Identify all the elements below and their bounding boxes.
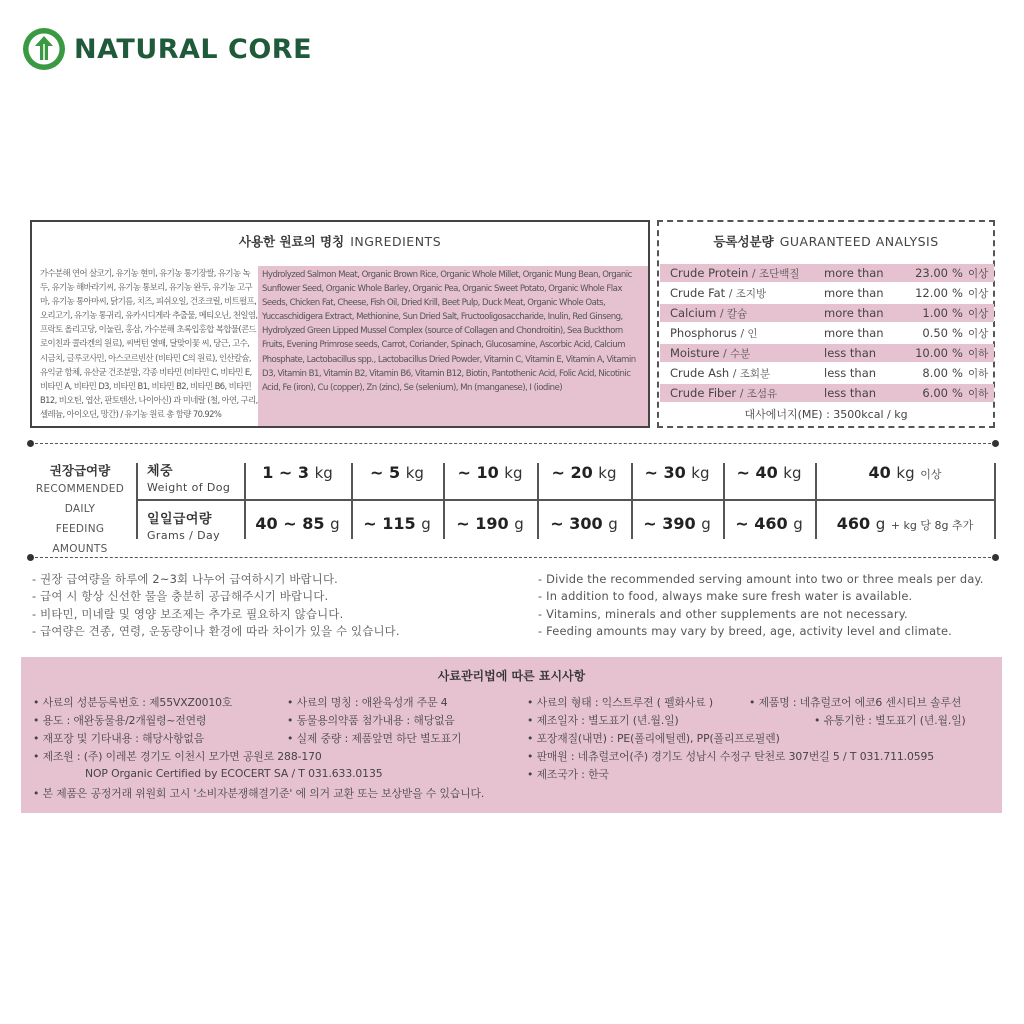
percent-sign: %	[952, 306, 963, 320]
expiration-date: • 유통기한 : 별도표기 (년.월.일)	[814, 714, 966, 727]
note-kr: - 비타민, 미네랄 및 영양 보조제는 추가로 필요하지 않습니다.	[32, 606, 344, 621]
ingredients-english-text: Hydrolyzed Salmon Meat, Organic Brown Rice, Organic Whole Millet, Organic Mung Bean, Organic Sunflower Seed, Organic Whole Barley, Organic Pea, Organic Sweet Potato, Organic Whole Flax Seeds, Chicken Fat, Cheese, Fish Oil, Dried Krill, Beet Pulp, Duck Meat, Organic Whole Oats, Yuccaschidigera Extract, Methionine, Sun Dried Salt, Fructooligosaccharide, Inulin, Red Ginseng, Hydrolyzed Green Lipped Mussel Complex (source of Collagen and Chondroitin), Sea Buckthorn Fruits, Evening Primrose seeds, Carrot, Coriander, Spinach, Glucosamine, Ascorbic Acid, Calcium Phosphate, Lactobacillus spp., Lactobacillus Dried Powder, Vitamin C, Vitamin E, Vitamin A, Vitamin D3, Vitamin B1, Vitamin B2, Vitamin B6, Vitamin B12, Biotin, Pantothenic Acid, Folic Acid, Nicotinic Acid, Fe (iron), Cu (copper), Zn (zinc), Se (selenium), Mn (manganese), I (iodine)	[258, 266, 648, 426]
note-en: - Vitamins, minerals and other supplements are not necessary.	[538, 606, 908, 621]
organic-certification: NOP Organic Certified by ECOCERT SA / T 031.633.0135	[85, 767, 383, 780]
gram-cell	[724, 514, 814, 533]
nutrient-name-en: Crude Protein	[670, 266, 749, 280]
percent-sign: %	[952, 346, 963, 360]
nutrient-value: 6.00	[922, 386, 948, 400]
weight-cell	[352, 463, 442, 482]
gram-cell-unit: g	[330, 515, 340, 533]
nutrient-value: 8.00	[922, 366, 948, 380]
nutrient-name	[670, 266, 800, 281]
analysis-row	[660, 324, 994, 342]
gram-cell-unit: g	[875, 515, 886, 533]
gram-cell-unit: g	[608, 515, 618, 533]
nutrient-relation: 이상	[968, 268, 989, 280]
gram-cell-value: ~ 115	[363, 514, 416, 533]
usage: • 용도 : 애완동물용/2개월령~전연령	[33, 714, 207, 727]
analysis-row	[660, 364, 994, 382]
nutrient-relation: 이상	[968, 328, 989, 340]
feeding-title-en-3: FEEDING AMOUNTS	[52, 523, 108, 555]
feed-name: • 사료의 명칭 : 애완육성개 주문 4	[287, 696, 448, 709]
analysis-row	[660, 344, 994, 362]
country-of-origin: • 제조국가 : 한국	[527, 768, 609, 781]
gram-cell-value: 460	[836, 514, 871, 533]
percent-sign: %	[952, 326, 963, 340]
percent-sign: %	[952, 286, 963, 300]
nutrient-name-en: Moisture	[670, 346, 720, 360]
weight-cell	[245, 463, 350, 482]
nutrient-qualifier: less than	[824, 366, 877, 380]
ingredients-panel	[30, 220, 650, 428]
notes-english	[538, 571, 984, 640]
gram-cell-value: ~ 460	[735, 514, 788, 533]
weight-cell	[632, 463, 722, 482]
percent-sign: %	[952, 386, 963, 400]
nutrient-value: 1.00	[922, 306, 948, 320]
product-name: • 제품명 : 네츄럴코어 에코6 센시티브 솔루션	[749, 696, 962, 709]
weight-cell-unit: kg	[598, 464, 617, 482]
nutrient-qualifier: less than	[824, 346, 877, 360]
nutrient-value: 12.00	[915, 286, 948, 300]
gram-cell	[538, 514, 630, 533]
nutrient-relation: 이하	[968, 368, 989, 380]
note-en: - Feeding amounts may vary by breed, age, activity level and climate.	[538, 623, 952, 638]
table-divider	[136, 463, 138, 539]
nutrient-name-kr: / 인	[740, 328, 758, 340]
brand-logo	[22, 27, 312, 71]
nutrient-name	[670, 326, 758, 341]
gram-cell	[816, 514, 994, 533]
nutrient-name	[670, 346, 750, 361]
table-divider	[994, 463, 996, 539]
feed-form: • 사료의 형태 : 익스트루젼 ( 펠화사료 )	[527, 696, 713, 709]
feeding-heading	[30, 461, 130, 559]
nutrient-name-kr: / 칼슘	[719, 308, 748, 320]
weight-label-en: Weight of Dog	[147, 481, 231, 494]
nutrient-value: 10.00	[915, 346, 948, 360]
weight-cell	[444, 463, 536, 482]
weight-cell	[538, 463, 630, 482]
analysis-row	[660, 384, 994, 402]
note-kr: - 급여 시 항상 신선한 물을 충분히 공급해주시기 바랍니다.	[32, 589, 329, 604]
distributor: • 판매원 : 네츄럴코어(주) 경기도 성남시 수정구 탄천로 307번길 5 / T 031.711.0595	[527, 750, 935, 763]
nutrient-name	[670, 286, 766, 301]
analysis-title-en: GUARANTEED ANALYSIS	[779, 233, 939, 249]
weight-label-kr: 체중	[147, 464, 173, 479]
exchange-notice: • 본 제품은 공정거래 위원회 고시 '소비자분쟁해결기준' 에 의거 교환 또는 보상받을 수 있습니다.	[33, 787, 485, 800]
nutrient-relation: 이하	[968, 388, 989, 400]
note-en: - Divide the recommended serving amount into two or three meals per day.	[538, 572, 984, 586]
analysis-title-kr: 등록성분량	[713, 234, 774, 249]
packaging-material: • 포장재질(내면) : PE(폴리에틸렌), PP(폴리프로필렌)	[527, 732, 780, 745]
nutrient-name-kr: / 조섬유	[739, 388, 778, 400]
weight-cell-suffix: 이상	[920, 468, 942, 481]
nutrient-value: 0.50	[922, 326, 948, 340]
gram-cell-unit: g	[514, 515, 524, 533]
gram-cell-unit: g	[421, 515, 431, 533]
nutrient-value: 23.00	[915, 266, 948, 280]
daily-label	[147, 508, 220, 542]
nutrient-name-kr: / 조단백질	[752, 268, 800, 280]
weight-cell-unit: kg	[314, 464, 333, 482]
weight-cell-unit: kg	[896, 464, 915, 482]
nutrient-name	[670, 366, 770, 381]
daily-label-kr: 일일급여량	[147, 512, 212, 527]
weight-label	[147, 460, 230, 494]
nutrient-name	[670, 306, 747, 321]
notes-korean	[32, 571, 400, 640]
gram-cell-value: ~ 390	[643, 514, 696, 533]
weight-cell-unit: kg	[691, 464, 710, 482]
nutrient-name-en: Crude Fiber	[670, 386, 737, 400]
nutrient-qualifier: more than	[824, 286, 884, 300]
leaf-circle-icon	[22, 27, 66, 71]
weight-cell-unit: kg	[405, 464, 424, 482]
weight-cell-value: ~ 10	[457, 463, 499, 482]
nutrient-relation: 이하	[968, 348, 989, 360]
analysis-title	[659, 222, 993, 260]
weight-cell-unit: kg	[783, 464, 802, 482]
weight-cell-value: ~ 20	[551, 463, 593, 482]
note-en: - In addition to food, always make sure fresh water is available.	[538, 589, 913, 604]
weight-cell-value: ~ 40	[736, 463, 778, 482]
nutrient-qualifier: less than	[824, 386, 877, 400]
ingredients-korean-text: 가수분해 연어 살코기, 유기농 현미, 유기농 통기장쌀, 유기농 녹두, 유기농 해바라기씨, 유기농 통보리, 유기농 완두, 유기농 고구마, 유기농 통아마씨, 닭기름, 치즈, 피쉬오일, 건조크릴, 비트펄프, 오리고기, 유기농 통귀리, 유카시디게라 추출물, 메티오닌, 천일염, 프락토 올리고당, 이눌린, 홍삼, 가수분해 초록입홍합 복합물(콘드로이친과 콜라겐의 원료), 씨벅턴 열매, 달맞이꽃 씨, 당근, 고수, 시금치, 글루코사민, 아스코르빈산 (비타민 C의 원료), 인산칼슘, 유익균 함체, 유산균 건조분말, 각종 비타민 (비타민 C, 비타민 E, 비타민 A, 비타민 D3, 비타민 B1, 비타민 B2, 비타민 B6, 비타민 B12, 비오틴, 엽산, 판토텐산, 나이아신) 과 미네랄 (철, 아연, 구리, 셀레늄, 아이오딘, 망간) / 유기농 원료 총 함량 70.92%	[40, 268, 258, 419]
analysis-row	[660, 304, 994, 322]
guaranteed-analysis-panel	[657, 220, 995, 428]
feeding-title-en-1: RECOMMENDED	[35, 483, 125, 495]
gram-cell	[632, 514, 722, 533]
analysis-row	[660, 264, 994, 282]
table-divider	[137, 499, 995, 501]
gram-cell-value: 40 ~ 85	[255, 514, 325, 533]
dotted-separator	[30, 557, 996, 558]
nutrient-qualifier: more than	[824, 326, 884, 340]
repackaging-info: • 재포장 및 기타내용 : 해당사항없음	[33, 732, 205, 745]
percent-sign: %	[952, 366, 963, 380]
ingredients-title-en: INGREDIENTS	[350, 233, 442, 249]
regulatory-label-panel	[21, 657, 1002, 813]
nutrient-name-kr: / 수분	[723, 348, 751, 360]
ingredients-title-kr: 사용한 원료의 명칭	[238, 234, 345, 249]
ingredients-title	[32, 222, 648, 260]
nutrient-name-en: Crude Ash	[670, 366, 730, 380]
analysis-row	[660, 284, 994, 302]
gram-cell-value: ~ 190	[456, 514, 509, 533]
gram-cell	[444, 514, 536, 533]
nutrient-name-en: Crude Fat	[670, 286, 726, 300]
gram-cell-unit: g	[701, 515, 711, 533]
nutrient-qualifier: more than	[824, 306, 884, 320]
gram-cell-suffix: + kg 당 8g 추가	[890, 519, 974, 532]
dotted-separator	[30, 443, 996, 444]
weight-cell-value: 1 ~ 3	[262, 463, 309, 482]
nutrient-relation: 이상	[968, 308, 989, 320]
brand-name: NATURAL CORE	[74, 33, 313, 65]
percent-sign: %	[952, 266, 963, 280]
weight-cell	[724, 463, 814, 482]
nutrient-name	[670, 386, 777, 401]
weight-cell-value: 40	[868, 463, 891, 482]
feeding-title-kr: 권장급여량	[49, 463, 111, 478]
weight-cell-value: ~ 5	[370, 463, 401, 482]
nutrient-name-kr: / 조지방	[728, 288, 767, 300]
manufacture-date: • 제조일자 : 별도표기 (년.월.일)	[527, 714, 679, 727]
nutrient-name-kr: / 조회분	[732, 368, 771, 380]
weight-cell-value: ~ 30	[644, 463, 686, 482]
weight-cell-unit: kg	[504, 464, 523, 482]
gram-cell-unit: g	[793, 515, 803, 533]
gram-cell	[245, 514, 350, 533]
note-kr: - 권장 급여량을 하루에 2~3회 나누어 급여하시기 바랍니다.	[32, 572, 338, 586]
gram-cell	[352, 514, 442, 533]
nutrient-qualifier: more than	[824, 266, 884, 280]
weight-cell	[816, 463, 994, 482]
nutrient-name-en: Calcium	[670, 306, 717, 320]
manufacturer: • 제조원 : (주) 이레본 경기도 이천시 모가면 공원로 288-170	[33, 750, 322, 763]
registration-number: • 사료의 성분등록번호 : 제55VXZ0010호	[33, 696, 233, 709]
feeding-title-en-2: DAILY	[64, 503, 96, 515]
gram-cell-value: ~ 300	[550, 514, 603, 533]
nutrient-name-en: Phosphorus	[670, 326, 737, 340]
actual-weight: • 실제 중량 : 제품앞면 하단 별도표기	[287, 732, 462, 745]
daily-label-en: Grams / Day	[147, 529, 221, 542]
label-title: 사료관리법에 따른 표시사항	[437, 669, 586, 683]
metabolic-energy: 대사에너지(ME) : 3500kcal / kg	[744, 408, 908, 421]
note-kr: - 급여량은 견종, 연령, 운동량이나 환경에 따라 차이가 있을 수 있습니다.	[32, 623, 400, 638]
nutrient-relation: 이상	[968, 288, 989, 300]
veterinary-additive: • 동물용의약품 첨가내용 : 해당없음	[287, 714, 455, 727]
